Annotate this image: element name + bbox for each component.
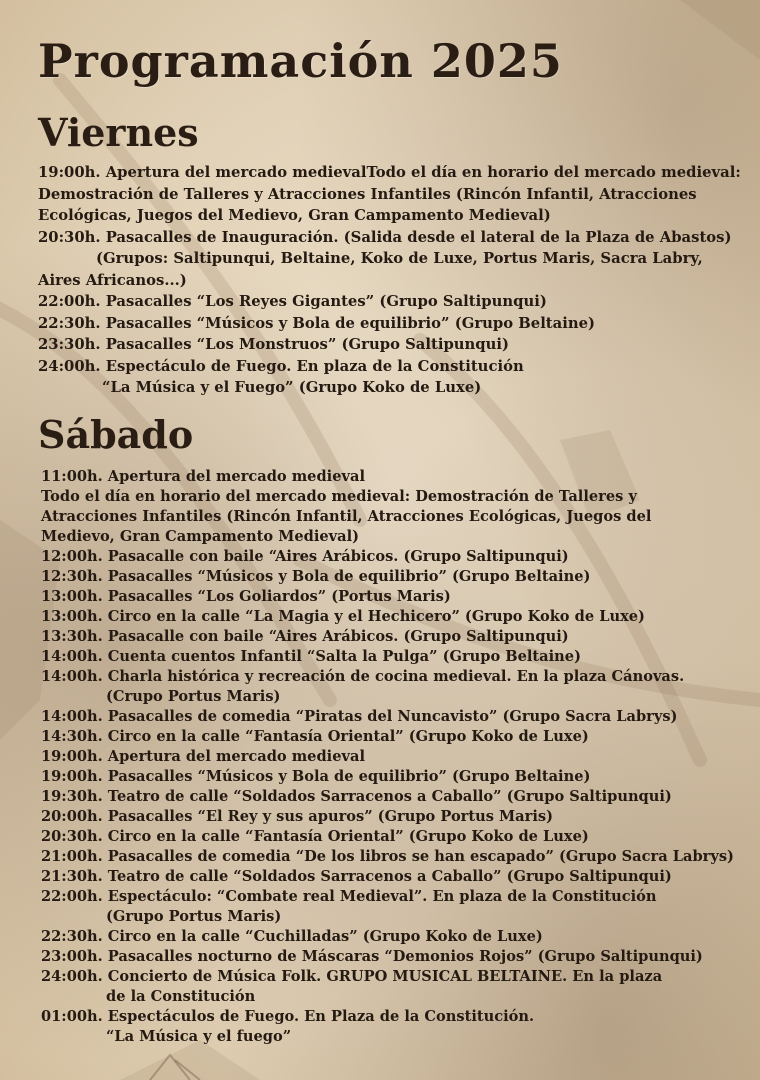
schedule-line: 19:00h. Pasacalles “Músicos y Bola de equilibrio” (Grupo Beltaine) [41,768,591,785]
schedule-line: Todo el día en horario del mercado medieval: Demostración de Talleres y [41,488,637,505]
schedule-line: 19:00h. Apertura del mercado medievalTodo el día en horario del mercado medieval: [38,164,741,181]
page-title: Programación 2025 [38,34,563,88]
schedule-line: (Grupos: Saltipunqui, Beltaine, Koko de Luxe, Portus Maris, Sacra Labry, [96,250,703,267]
schedule-line: 12:00h. Pasacalle con baile “Aires Arábicos. (Grupo Saltipunqui) [41,548,569,565]
schedule-line: 22:00h. Espectáculo: “Combate real Medieval”. En plaza de la Constitución [41,888,657,905]
schedule-line: 20:30h. Circo en la calle “Fantasía Oriental” (Grupo Koko de Luxe) [41,828,589,845]
schedule-viernes [0,162,760,399]
schedule-line: 13:30h. Pasacalle con baile “Aires Arábicos. (Grupo Saltipunqui) [41,628,569,645]
schedule-line: 14:30h. Circo en la calle “Fantasía Oriental” (Grupo Koko de Luxe) [41,728,589,745]
schedule-line: “La Música y el fuego” [106,1028,292,1045]
schedule-line: 01:00h. Espectáculos de Fuego. En Plaza de la Constitución. [41,1008,535,1025]
schedule-line: 13:00h. Pasacalles “Los Goliardos” (Portus Maris) [41,588,451,605]
schedule-line: 22:30h. Circo en la calle “Cuchilladas” (Grupo Koko de Luxe) [41,928,543,945]
schedule-line: 13:00h. Circo en la calle “La Magia y el Hechicero” (Grupo Koko de Luxe) [41,608,645,625]
schedule-line: 22:00h. Pasacalles “Los Reyes Gigantes” (Grupo Saltipunqui) [38,293,547,310]
schedule-line: 23:30h. Pasacalles “Los Monstruos” (Grupo Saltipunqui) [38,336,510,353]
schedule-line: 21:30h. Teatro de calle “Soldados Sarracenos a Caballo” (Grupo Saltipunqui) [41,868,672,885]
schedule-line: (Crupo Portus Maris) [106,688,281,705]
schedule-line: 21:00h. Pasacalles de comedia “De los libros se han escapado” (Grupo Sacra Labrys) [41,848,734,865]
schedule-line: “La Música y el Fuego” (Grupo Koko de Luxe) [102,379,482,396]
schedule-line: 23:00h. Pasacalles nocturno de Máscaras “Demonios Rojos” (Grupo Saltipunqui) [41,948,703,965]
schedule-line: 19:00h. Apertura del mercado medieval [41,748,365,765]
day-heading-sabado: Sábado [38,412,194,457]
schedule-line: Atracciones Infantiles (Rincón Infantil, Atracciones Ecológicas, Juegos del [41,508,652,525]
day-heading-viernes: Viernes [38,110,199,155]
schedule-line: de la Constitución [106,988,256,1005]
schedule-line: 20:00h. Pasacalles “El Rey y sus apuros” (Grupo Portus Maris) [41,808,553,825]
schedule-line: 24:00h. Espectáculo de Fuego. En plaza de la Constitución [38,357,524,375]
schedule-line: 11:00h. Apertura del mercado medieval [41,468,365,485]
schedule-line: 24:00h. Concierto de Música Folk. GRUPO MUSICAL BELTAINE. En la plaza [41,968,663,985]
schedule-line: Aires Africanos...) [38,271,187,289]
schedule-sabado [0,467,760,1047]
schedule-line: 14:00h. Charla histórica y recreación de cocina medieval. En la plaza Cánovas. [41,668,685,685]
schedule-line: Demostración de Talleres y Atracciones Infantiles (Rincón Infantil, Atracciones [38,185,697,203]
schedule-line: Medievo, Gran Campamento Medieval) [41,528,360,545]
schedule-line: 22:30h. Pasacalles “Músicos y Bola de equilibrio” (Grupo Beltaine) [38,314,596,332]
schedule-line: Ecológicas, Juegos del Medievo, Gran Campamento Medieval) [38,207,551,224]
schedule-line: 14:00h. Cuenta cuentos Infantil “Salta la Pulga” (Grupo Beltaine) [41,648,581,665]
schedule-line: 14:00h. Pasacalles de comedia “Piratas del Nuncavisto” (Grupo Sacra Labrys) [41,708,678,725]
schedule-line: (Grupo Portus Maris) [106,908,282,925]
schedule-line: 19:30h. Teatro de calle “Soldados Sarracenos a Caballo” (Grupo Saltipunqui) [41,788,672,805]
schedule-line: 20:30h. Pasacalles de Inauguración. (Salida desde el lateral de la Plaza de Abastos) [38,228,732,246]
schedule-line: 12:30h. Pasacalles “Músicos y Bola de equilibrio” (Grupo Beltaine) [41,568,591,585]
